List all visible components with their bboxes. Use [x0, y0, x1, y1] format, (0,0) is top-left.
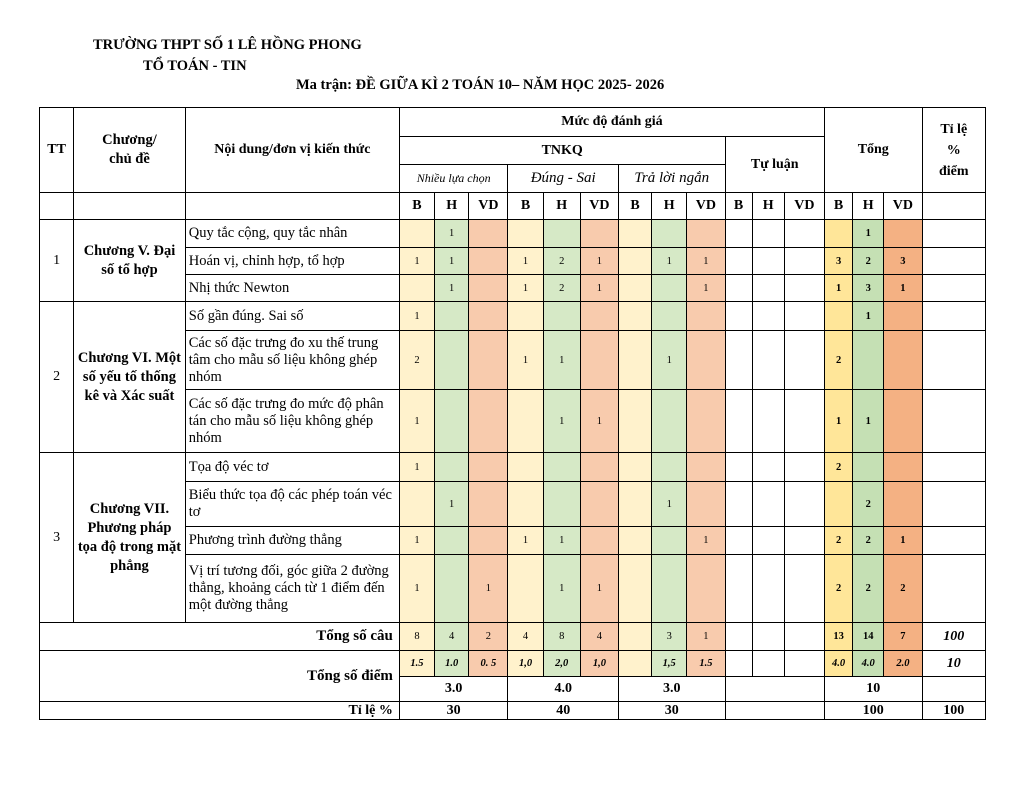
count-cell: 1	[399, 555, 434, 623]
count-cell	[652, 390, 687, 453]
total-questions-cell: 4	[435, 623, 469, 651]
count-cell: 1	[469, 555, 508, 623]
count-cell	[752, 248, 784, 275]
count-cell	[725, 275, 752, 302]
count-cell: 2	[825, 453, 853, 482]
count-cell	[399, 482, 434, 527]
count-cell	[435, 453, 469, 482]
count-cell	[618, 453, 651, 482]
total-points-label: Tổng số điểm	[40, 651, 400, 702]
count-cell	[725, 453, 752, 482]
header-tt: TT	[40, 108, 74, 193]
header-total: Tổng	[825, 108, 923, 193]
count-cell: 2	[853, 248, 884, 275]
count-cell	[784, 302, 824, 331]
count-cell: 2	[825, 555, 853, 623]
count-cell	[784, 248, 824, 275]
content-item: Số gần đúng. Sai số	[185, 302, 399, 331]
count-cell: 1	[580, 275, 618, 302]
level-header-b: B	[618, 193, 651, 220]
school-name: TRƯỜNG THPT SỐ 1 LÊ HỒNG PHONG	[93, 37, 362, 53]
count-cell: 1	[853, 220, 884, 248]
total-points-group: 4.0	[508, 677, 619, 702]
count-cell: 1	[652, 482, 687, 527]
count-cell	[469, 220, 508, 248]
content-item: Tọa độ véc tơ	[185, 453, 399, 482]
assessment-matrix-table	[39, 107, 986, 720]
chapter-number: 3	[40, 453, 74, 623]
level-header-vd: VD	[784, 193, 824, 220]
count-cell: 2	[853, 527, 884, 555]
header-true-false: Đúng - Sai	[508, 165, 619, 193]
level-header-h: H	[543, 193, 580, 220]
department-name: TỔ TOÁN - TIN	[143, 58, 247, 74]
count-cell: 3	[825, 248, 853, 275]
count-cell: 1	[580, 248, 618, 275]
total-questions-label: Tổng số câu	[40, 623, 400, 651]
total-questions-cell	[618, 623, 651, 651]
count-cell	[752, 390, 784, 453]
count-cell	[652, 275, 687, 302]
total-points-group: 3.0	[399, 677, 508, 702]
total-questions-cell: 4	[580, 623, 618, 651]
level-header-b: B	[399, 193, 434, 220]
count-cell	[580, 302, 618, 331]
level-header-vd: VD	[469, 193, 508, 220]
ratio-label: Tỉ lệ %	[40, 702, 400, 720]
count-cell	[508, 482, 543, 527]
count-cell	[543, 453, 580, 482]
count-cell	[725, 527, 752, 555]
count-cell	[725, 482, 752, 527]
count-cell	[618, 555, 651, 623]
count-cell	[752, 453, 784, 482]
count-cell	[853, 453, 884, 482]
count-cell	[618, 220, 651, 248]
count-cell	[618, 275, 651, 302]
total-questions-cell	[725, 623, 752, 651]
count-cell	[469, 248, 508, 275]
count-cell	[853, 331, 884, 390]
count-cell	[884, 302, 922, 331]
total-points-cell	[618, 651, 651, 677]
total-questions-cell: 3	[652, 623, 687, 651]
total-points-cell: 1.0	[435, 651, 469, 677]
count-cell	[508, 220, 543, 248]
count-cell: 1	[853, 390, 884, 453]
count-cell: 1	[884, 527, 922, 555]
count-cell: 1	[687, 275, 725, 302]
count-cell: 1	[580, 390, 618, 453]
table-row	[40, 220, 986, 248]
count-cell	[784, 555, 824, 623]
count-cell	[508, 302, 543, 331]
count-cell	[725, 390, 752, 453]
total-questions-cell	[752, 623, 784, 651]
count-cell: 3	[884, 248, 922, 275]
chapter-name: Chương VI. Một số yếu tố thống kê và Xác suất	[74, 302, 186, 453]
count-cell	[784, 220, 824, 248]
count-cell	[687, 302, 725, 331]
ratio-group: 40	[508, 702, 619, 720]
count-cell	[752, 275, 784, 302]
count-cell	[752, 482, 784, 527]
total-points-cell: 2.0	[884, 651, 922, 677]
total-points-cell: 1,5	[652, 651, 687, 677]
count-cell	[435, 390, 469, 453]
level-header-h: H	[752, 193, 784, 220]
total-points-cell	[752, 651, 784, 677]
count-cell	[618, 390, 651, 453]
count-cell: 1	[652, 331, 687, 390]
count-cell	[884, 390, 922, 453]
count-cell	[652, 527, 687, 555]
total-questions-cell: 2	[469, 623, 508, 651]
content-item: Các số đặc trưng đo mức độ phân tán cho mẫu số liệu không ghép nhóm	[185, 390, 399, 453]
level-header-h: H	[652, 193, 687, 220]
chapter-number: 2	[40, 302, 74, 453]
content-item: Hoán vị, chỉnh hợp, tổ hợp	[185, 248, 399, 275]
level-header-h: H	[435, 193, 469, 220]
ratio-percent: 100	[922, 702, 986, 720]
count-cell	[784, 390, 824, 453]
count-cell	[752, 527, 784, 555]
count-cell: 1	[853, 302, 884, 331]
count-cell	[508, 555, 543, 623]
count-cell	[687, 482, 725, 527]
total-questions-cell: 4	[508, 623, 543, 651]
count-cell	[825, 220, 853, 248]
count-cell	[752, 555, 784, 623]
total-points-cell: 0. 5	[469, 651, 508, 677]
level-header-vd: VD	[884, 193, 922, 220]
header-essay: Tự luận	[725, 137, 825, 193]
count-cell: 1	[435, 248, 469, 275]
count-cell	[618, 302, 651, 331]
count-cell	[652, 453, 687, 482]
count-cell	[580, 527, 618, 555]
count-cell	[687, 390, 725, 453]
count-cell	[543, 220, 580, 248]
count-cell	[508, 390, 543, 453]
ratio-group: 100	[825, 702, 923, 720]
count-cell: 2	[825, 527, 853, 555]
ratio-group	[725, 702, 825, 720]
count-cell	[784, 331, 824, 390]
total-points-cell: 2,0	[543, 651, 580, 677]
count-cell: 1	[399, 248, 434, 275]
count-cell	[399, 220, 434, 248]
content-item: Phương trình đường thẳng	[185, 527, 399, 555]
header-short-answer: Trả lời ngắn	[618, 165, 725, 193]
count-cell: 1	[580, 555, 618, 623]
count-cell	[435, 331, 469, 390]
content-item: Các số đặc trưng đo xu thế trung tâm cho mẫu số liệu không ghép nhóm	[185, 331, 399, 390]
count-cell	[725, 302, 752, 331]
count-cell	[469, 390, 508, 453]
level-header-b: B	[508, 193, 543, 220]
count-cell	[580, 331, 618, 390]
header-multiple-choice: Nhiều lựa chọn	[399, 165, 508, 193]
total-points-cell: 1.5	[399, 651, 434, 677]
count-cell: 1	[825, 390, 853, 453]
count-cell	[618, 482, 651, 527]
chapter-name: Chương VII. Phương pháp tọa độ trong mặt phẳng	[74, 453, 186, 623]
total-points-cell: 4.0	[825, 651, 853, 677]
level-header-h: H	[853, 193, 884, 220]
count-cell	[469, 527, 508, 555]
count-cell: 1	[508, 248, 543, 275]
count-cell	[469, 302, 508, 331]
count-cell	[469, 482, 508, 527]
count-cell	[825, 302, 853, 331]
level-header-vd: VD	[687, 193, 725, 220]
count-cell: 1	[687, 248, 725, 275]
level-header-vd: VD	[580, 193, 618, 220]
count-cell	[784, 275, 824, 302]
count-cell	[469, 453, 508, 482]
count-cell: 2	[825, 331, 853, 390]
count-cell	[435, 527, 469, 555]
total-points-group: 10	[825, 677, 923, 702]
count-cell: 1	[508, 527, 543, 555]
chapter-name: Chương V. Đại số tổ hợp	[74, 220, 186, 302]
count-cell	[884, 453, 922, 482]
total-points-group	[725, 677, 825, 702]
count-cell: 3	[853, 275, 884, 302]
count-cell	[435, 302, 469, 331]
count-cell	[725, 220, 752, 248]
total-questions-cell	[784, 623, 824, 651]
count-cell: 1	[543, 390, 580, 453]
count-cell: 1	[884, 275, 922, 302]
chapter-number: 1	[40, 220, 74, 302]
count-cell: 2	[884, 555, 922, 623]
count-cell	[687, 331, 725, 390]
total-questions-cell: 8	[543, 623, 580, 651]
total-questions-cell: 1	[687, 623, 725, 651]
count-cell	[469, 275, 508, 302]
ratio-group: 30	[399, 702, 508, 720]
count-cell	[618, 331, 651, 390]
count-cell: 1	[435, 220, 469, 248]
count-cell	[725, 331, 752, 390]
header-level: Mức độ đánh giá	[399, 108, 824, 137]
content-item: Nhị thức Newton	[185, 275, 399, 302]
total-points-cell	[784, 651, 824, 677]
table-row	[40, 453, 986, 482]
count-cell	[687, 555, 725, 623]
count-cell	[543, 482, 580, 527]
total-points-group: 3.0	[618, 677, 725, 702]
total-points-cell: 1,0	[580, 651, 618, 677]
count-cell: 1	[399, 527, 434, 555]
count-cell: 1	[687, 527, 725, 555]
count-cell	[469, 331, 508, 390]
total-points-cell	[725, 651, 752, 677]
count-cell	[508, 453, 543, 482]
count-cell	[725, 248, 752, 275]
header-tnkq: TNKQ	[399, 137, 725, 165]
count-cell	[580, 220, 618, 248]
content-item: Quy tắc cộng, quy tắc nhân	[185, 220, 399, 248]
total-questions-cell: 14	[853, 623, 884, 651]
count-cell	[618, 248, 651, 275]
count-cell: 2	[543, 275, 580, 302]
total-points-percent: 10	[922, 651, 986, 677]
count-cell	[618, 527, 651, 555]
count-cell: 1	[543, 331, 580, 390]
count-cell: 1	[652, 248, 687, 275]
total-questions-cell: 13	[825, 623, 853, 651]
total-questions-percent: 100	[922, 623, 986, 651]
count-cell	[884, 482, 922, 527]
count-cell: 1	[399, 302, 434, 331]
count-cell: 1	[399, 390, 434, 453]
count-cell: 1	[435, 275, 469, 302]
count-cell	[884, 331, 922, 390]
level-header-b: B	[825, 193, 853, 220]
count-cell	[784, 527, 824, 555]
count-cell	[399, 275, 434, 302]
count-cell	[825, 482, 853, 527]
count-cell: 2	[853, 555, 884, 623]
header-percent: Tỉ lệ % điểm	[922, 108, 986, 193]
count-cell: 2	[399, 331, 434, 390]
content-item: Biểu thức tọa độ các phép toán véc tơ	[185, 482, 399, 527]
count-cell: 1	[543, 527, 580, 555]
count-cell: 1	[825, 275, 853, 302]
count-cell	[687, 453, 725, 482]
count-cell	[652, 220, 687, 248]
header-chapter: Chương/ chủ đề	[74, 108, 186, 193]
count-cell	[752, 302, 784, 331]
total-questions-cell: 7	[884, 623, 922, 651]
count-cell: 2	[543, 248, 580, 275]
total-points-cell: 1.5	[687, 651, 725, 677]
count-cell: 1	[508, 331, 543, 390]
count-cell	[784, 453, 824, 482]
level-header-b: B	[725, 193, 752, 220]
count-cell	[543, 302, 580, 331]
count-cell	[752, 331, 784, 390]
count-cell	[752, 220, 784, 248]
count-cell	[884, 220, 922, 248]
total-questions-cell: 8	[399, 623, 434, 651]
total-points-cell: 1,0	[508, 651, 543, 677]
count-cell: 1	[399, 453, 434, 482]
count-cell	[652, 302, 687, 331]
count-cell: 1	[508, 275, 543, 302]
header-content: Nội dung/đơn vị kiến thức	[185, 108, 399, 193]
count-cell: 1	[543, 555, 580, 623]
ratio-group: 30	[618, 702, 725, 720]
content-item: Vị trí tương đối, góc giữa 2 đường thẳng, khoảng cách từ 1 điểm đến một đường thẳng	[185, 555, 399, 623]
count-cell	[435, 555, 469, 623]
document-title: Ma trận: ĐỀ GIỮA KÌ 2 TOÁN 10– NĂM HỌC 2025- 2026	[296, 77, 665, 93]
count-cell	[580, 453, 618, 482]
count-cell	[580, 482, 618, 527]
table-row	[40, 302, 986, 331]
count-cell	[652, 555, 687, 623]
count-cell	[725, 555, 752, 623]
count-cell	[784, 482, 824, 527]
count-cell	[687, 220, 725, 248]
count-cell: 1	[435, 482, 469, 527]
total-points-cell: 4.0	[853, 651, 884, 677]
count-cell: 2	[853, 482, 884, 527]
